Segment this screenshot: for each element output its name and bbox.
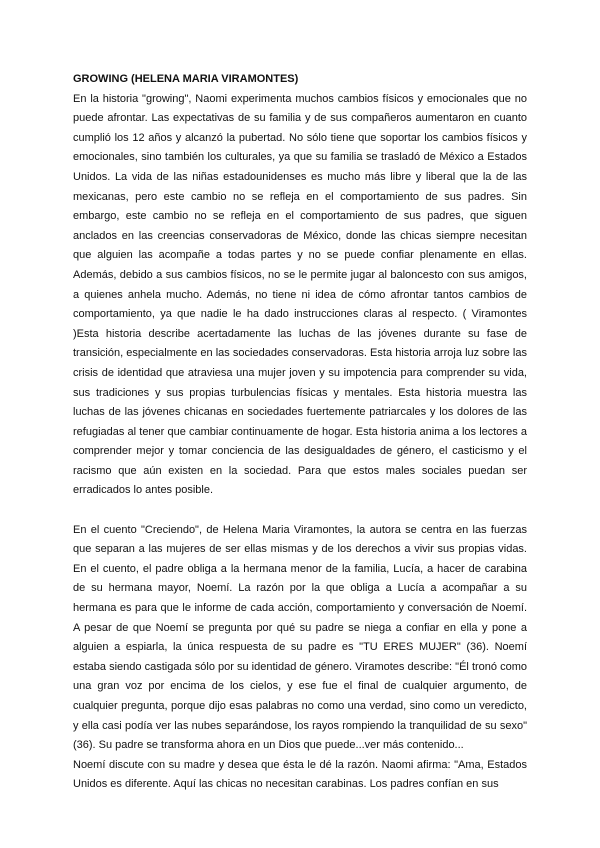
paragraph-3: Noemí discute con su madre y desea que ésta le dé la razón. Naomi afirma: "Ama, Estados Unidos es diferente. Aquí las chicas no necesitan carabinas. Los padres confían en sus (73, 758, 527, 791)
document-page (73, 70, 527, 795)
document-title: GROWING (HELENA MARIA VIRAMONTES) (73, 73, 299, 85)
paragraph-1: En la historia "growing", Naomi experimenta muchos cambios físicos y emocionales que no puede afrontar. Las expectativas de su familia y de sus compañeros aumentaron en cuanto cumplió los 12 años y alcanzó la pubertad. No sólo tiene que soportar los cambios físicos y emocionales, sino también los culturales, ya que su familia se trasladó de México a Estados Unidos. La vida de las niñas estadounidenses es mucho más libre y liberal que la de las mexicanas, pero este cambio no se refleja en el comportamiento de sus padres. Sin embargo, este cambio no se refleja en el comportamiento de sus padres, que siguen anclados en las creencias conservadoras de México, donde las chicas siempre necesitan que alguien las acompañe a todas partes y no se puede confiar plenamente en ellas. Además, debido a sus cambios físicos, no se le permite jugar al baloncesto con sus amigos, a quienes anhela mucho. Además, no tiene ni idea de cómo afrontar tantos cambios de comportamiento, ya que nadie le ha dado instrucciones claras al respecto. ( Viramontes )Esta historia describe acertadamente las luchas de las jóvenes durante su fase de transición, especialmente en las sociedades conservadoras. Esta historia arroja luz sobre las crisis de identidad que atraviesa una mujer joven y su impotencia para comprender su vida, sus tradiciones y sus propias turbulencias físicas y mentales. Esta historia muestra las luchas de las jóvenes chicanas en sociedades fuertemente patriarcales y los dolores de las refugiadas al tener que cambiar continuamente de hogar. Esta historia anima a los lectores a comprender mejor y tomar conciencia de las desigualdades de género, el casticismo y el racismo que aún existen en la sociedad. Para que estos males sociales puedan ser erradicados lo antes posible. (73, 92, 527, 497)
paragraph-2: En el cuento "Creciendo", de Helena Maria Viramontes, la autora se centra en las fuerzas que separan a las mujeres de ser ellas mismas y de los derechos a vivir sus propias vidas. En el cuento, el padre obliga a la hermana menor de la familia, Lucía, a hacer de carabina de su hermana mayor, Noemí. La razón por la que obliga a Lucía a acompañar a su hermana es para que le informe de cada acción, comportamiento y conversación de Noemí. A pesar de que Noemí se pregunta por qué su padre se niega a confiar en ella y pone a alguien a espiarla, la única respuesta de su padre es "TU ERES MUJER" (36). Noemí estaba siendo castigada sólo por su identidad de género. Viramotes describe: "Él tronó como una gran voz por encima de los cielos, y ese fue el final de cualquier argumento, de cualquier pregunta, porque dijo esas palabras no como una verdad, sino como un veredicto, y ella casi podía ver las nubes separándose, los rayos rompiendo la tranquilidad de su sexo" (36). Su padre se transforma ahora en un Dios que puede...ver más contenido... (73, 523, 527, 752)
